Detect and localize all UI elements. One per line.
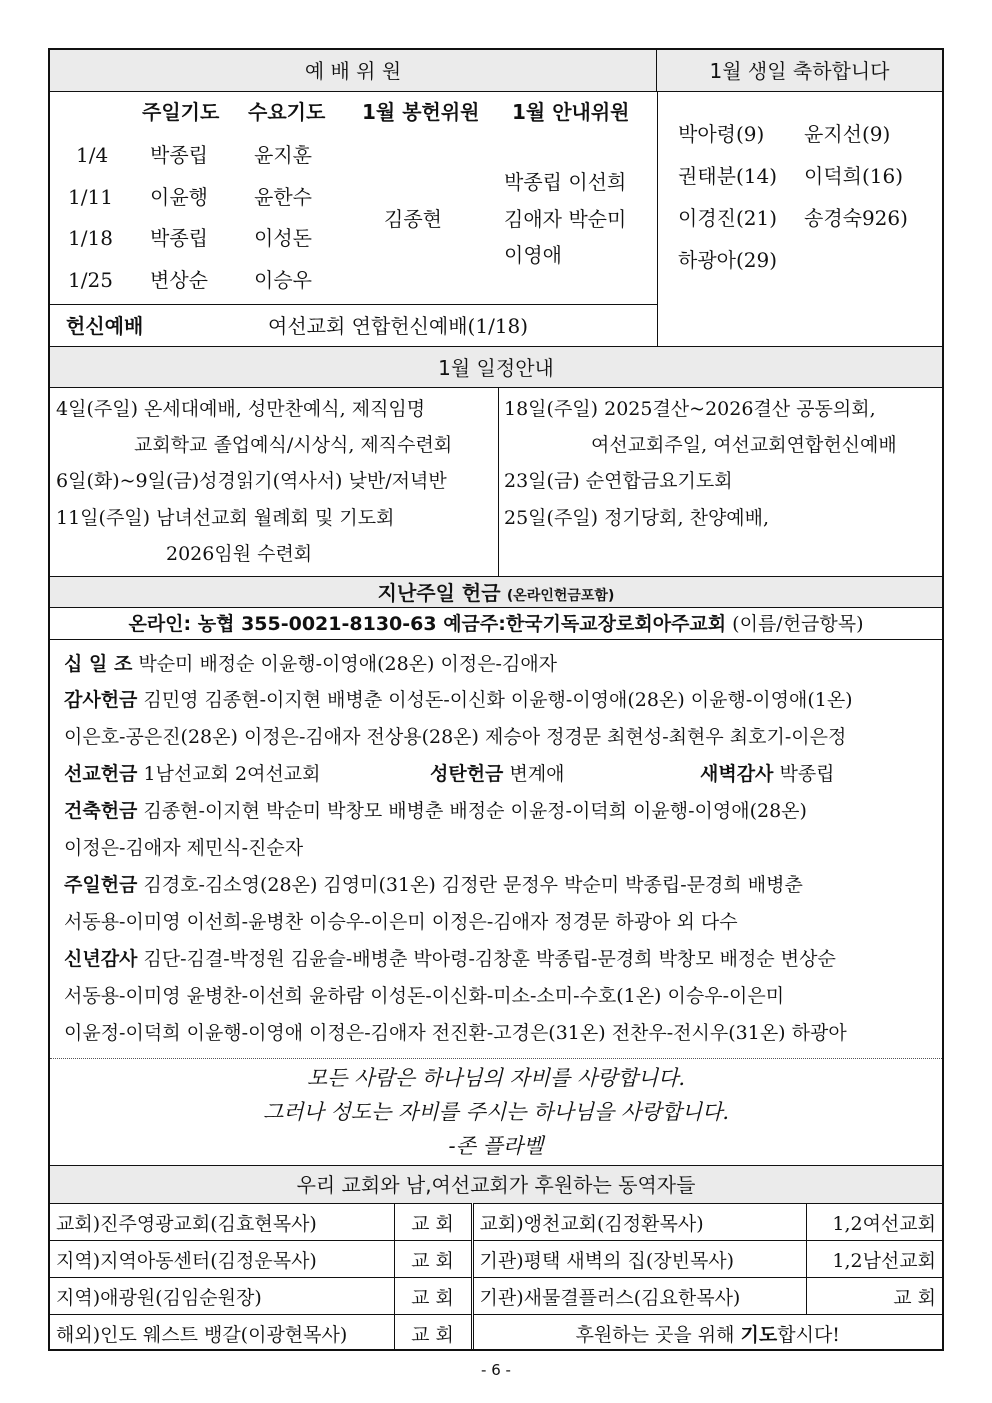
schedule-item: 여선교회주일, 여선교회연합헌신예배 [591, 434, 897, 456]
offering-label: 성탄헌금 [430, 763, 504, 785]
birthday-name: 권태분(14) [678, 164, 778, 188]
offering-text: 박종립 [779, 763, 835, 785]
supporter-name: 해외)인도 웨스트 뱅갈(이광현목사) [50, 1315, 394, 1352]
offering-header [50, 576, 942, 608]
offering-title: 지난주일 헌금 [377, 581, 501, 605]
row-sunday: 변상순 [150, 268, 208, 292]
birthday-header [657, 50, 942, 92]
birthday-name: 이덕희(16) [804, 164, 904, 188]
offering-line [64, 719, 846, 756]
schedule-divider [498, 388, 499, 576]
offering-text: 서동용-이미영 윤병찬-이선희 윤하람 이성돈-이신화-미소-소미-수호(1온) 이승우-이은미 [64, 985, 785, 1007]
offering-text: 박순미 배정순 이윤행-이영애(28온) 이정은-김애자 [138, 653, 558, 675]
offering-label: 감사헌금 [64, 689, 138, 711]
dedication-label: 헌신예배 [66, 314, 144, 338]
worship-committee-title: 예 배 위 원 [304, 59, 402, 83]
schedule-item: 4일(주일) 온세대예배, 성만찬예식, 제직임명 [56, 398, 426, 420]
prayer-request [472, 1315, 942, 1352]
supporter-sponsor: 1,2남선교회 [806, 1241, 942, 1278]
supporter-name: 지역)지역아동센터(김정운목사) [50, 1241, 394, 1278]
col-sunday-prayer: 주일기도 [142, 100, 220, 124]
birthday-name: 이경진(21) [678, 206, 778, 230]
supporters-header [50, 1165, 942, 1203]
row-sunday: 이윤행 [150, 185, 208, 209]
offering-line [64, 941, 836, 978]
row-date: 1/25 [68, 268, 113, 292]
offering-text: 서동용-이미영 이선희-윤병찬 이승우-이은미 이정은-김애자 정경문 하광아 외 다수 [64, 911, 738, 933]
offering-member: 김종현 [384, 207, 442, 231]
schedule-item: 교회학교 졸업예식/시상식, 제직수련회 [134, 434, 453, 456]
offering-text: 이은호-공은진(28온) 이정은-김애자 전상용(28온) 제승아 정경문 최현성-최현우 최호기-이은정 [64, 726, 847, 748]
schedule-title: 1월 일정안내 [438, 356, 554, 380]
supporter-name: 교회)앵천교회(김정환목사) [472, 1204, 806, 1241]
quote-divider [50, 1058, 942, 1059]
supporter-sponsor: 교 회 [394, 1204, 472, 1241]
schedule-header [50, 346, 942, 388]
birthday-title: 1월 생일 축하합니다 [709, 59, 890, 83]
prayer-pre: 후원하는 곳을 위해 [575, 1323, 741, 1346]
table-row [50, 1278, 942, 1315]
offering-label: 십 일 조 [64, 653, 133, 675]
schedule-item: 11일(주일) 남녀선교회 월례회 및 기도회 [56, 507, 395, 529]
schedule-item: 18일(주일) 2025결산~2026결산 공동의회, [504, 398, 876, 420]
offering-label: 건축헌금 [64, 800, 138, 822]
col-usher-committee: 1월 안내위원 [512, 100, 630, 124]
row-wed: 이승우 [254, 268, 312, 292]
offering-label: 선교헌금 [64, 763, 138, 785]
offering-line [64, 904, 738, 941]
offering-line [64, 756, 321, 793]
offering-line [64, 1015, 847, 1052]
col-offering-committee: 1월 봉헌위원 [362, 100, 480, 124]
offering-line [64, 830, 303, 867]
offering-label: 새벽감사 [700, 763, 774, 785]
table-row [50, 1241, 942, 1278]
bulletin-page [48, 48, 944, 1351]
row-wed: 윤지훈 [254, 143, 312, 167]
worship-committee-header [50, 50, 657, 92]
schedule-item: 25일(주일) 정기당회, 찬양예배, [504, 507, 770, 529]
supporter-sponsor: 교 회 [394, 1241, 472, 1278]
offering-title-small: (온라인헌금포함) [506, 588, 615, 604]
schedule-item: 23일(금) 순연합금요기도회 [504, 470, 733, 492]
quote-line-1: 모든 사람은 하나님의 자비를 사랑합니다. [306, 1066, 686, 1090]
offering-text: 김민영 김종현-이지현 배병춘 이성돈-이신화 이윤행-이영애(28온) 이윤행-이영애(1온) [143, 689, 853, 711]
offering-line [700, 756, 835, 793]
birthday-name: 박아령(9) [678, 122, 765, 146]
supporter-name: 교회)진주영광교회(김효현목사) [50, 1204, 394, 1241]
supporter-name: 지역)애광원(김임순원장) [50, 1278, 394, 1315]
dedication-value: 여선교회 연합헌신예배(1/18) [268, 314, 529, 338]
committee-birthday-divider [657, 92, 658, 346]
offering-text: 김경호-김소영(28온) 김영미(31온) 김정란 문정우 박순미 박종립-문경희 배병춘 [143, 874, 803, 896]
supporter-name: 기관)새물결플러스(김요한목사) [472, 1278, 806, 1315]
usher-line: 박종립 이선희 [504, 170, 627, 194]
offering-label: 신년감사 [64, 948, 138, 970]
supporter-name: 기관)평택 새벽의 집(장빈목사) [472, 1241, 806, 1278]
offering-line [64, 867, 803, 904]
row-sunday: 박종립 [150, 143, 208, 167]
birthday-name: 송경숙926) [804, 206, 908, 230]
row-date: 1/18 [68, 226, 113, 250]
supporters-table [50, 1203, 942, 1351]
row-date: 1/4 [76, 143, 109, 167]
offering-text: 김종현-이지현 박순미 박창모 배병춘 배정순 이윤정-이덕희 이윤행-이영애(28온) [143, 800, 807, 822]
row-date: 1/11 [68, 185, 113, 209]
offering-line [430, 756, 565, 793]
quote-line-2: 그러나 성도는 자비를 주시는 하나님을 사랑합니다. [262, 1100, 730, 1124]
online-account: 온라인: 농협 355-0021-8130-63 예금주:한국기독교장로회아주교회 [128, 613, 727, 635]
supporter-sponsor: 1,2여선교회 [806, 1204, 942, 1241]
prayer-post: 합시다! [777, 1323, 840, 1346]
usher-line: 김애자 박순미 [504, 207, 627, 231]
offering-text: 이정은-김애자 제민식-진순자 [64, 837, 304, 859]
page-number: - 6 - [481, 1361, 511, 1379]
offering-text: 김단-김결-박정원 김윤슬-배병춘 박아령-김창훈 박종립-문경희 박창모 배정순 변상순 [143, 948, 836, 970]
schedule-item: 2026임원 수련회 [166, 543, 313, 565]
table-row [50, 1204, 942, 1241]
online-account-row [50, 608, 942, 640]
offering-line [64, 646, 557, 683]
usher-line: 이영애 [504, 243, 562, 267]
offering-text: 1남선교회 2여선교회 [143, 763, 321, 785]
prayer-bold: 기도 [740, 1323, 778, 1346]
schedule-item: 6일(화)~9일(금)성경읽기(역사서) 낮반/저녁반 [56, 470, 447, 492]
offering-line [64, 682, 853, 719]
offering-line [64, 793, 807, 830]
row-wed: 윤한수 [254, 185, 312, 209]
offering-text: 이윤정-이덕희 이윤행-이영애 이정은-김애자 전진환-고경은(31온) 전찬우-전시우(31온) 하광아 [64, 1022, 847, 1044]
birthday-name: 윤지선(9) [804, 122, 891, 146]
offering-text: 변계애 [509, 763, 565, 785]
table-row [50, 1315, 942, 1352]
supporters-title: 우리 교회와 남,여선교회가 후원하는 동역자들 [296, 1173, 696, 1197]
row-wed: 이성돈 [254, 226, 312, 250]
quote-author: -존 플라벨 [448, 1134, 544, 1158]
supporter-sponsor: 교 회 [806, 1278, 942, 1315]
offering-line [64, 978, 784, 1015]
row-sunday: 박종립 [150, 226, 208, 250]
offering-label: 주일헌금 [64, 874, 138, 896]
supporter-sponsor: 교 회 [394, 1315, 472, 1352]
online-account-note: (이름/헌금항목) [732, 613, 864, 635]
birthday-name: 하광아(29) [678, 248, 778, 272]
supporter-sponsor: 교 회 [394, 1278, 472, 1315]
dedication-divider [50, 304, 657, 305]
col-wed-prayer: 수요기도 [248, 100, 326, 124]
